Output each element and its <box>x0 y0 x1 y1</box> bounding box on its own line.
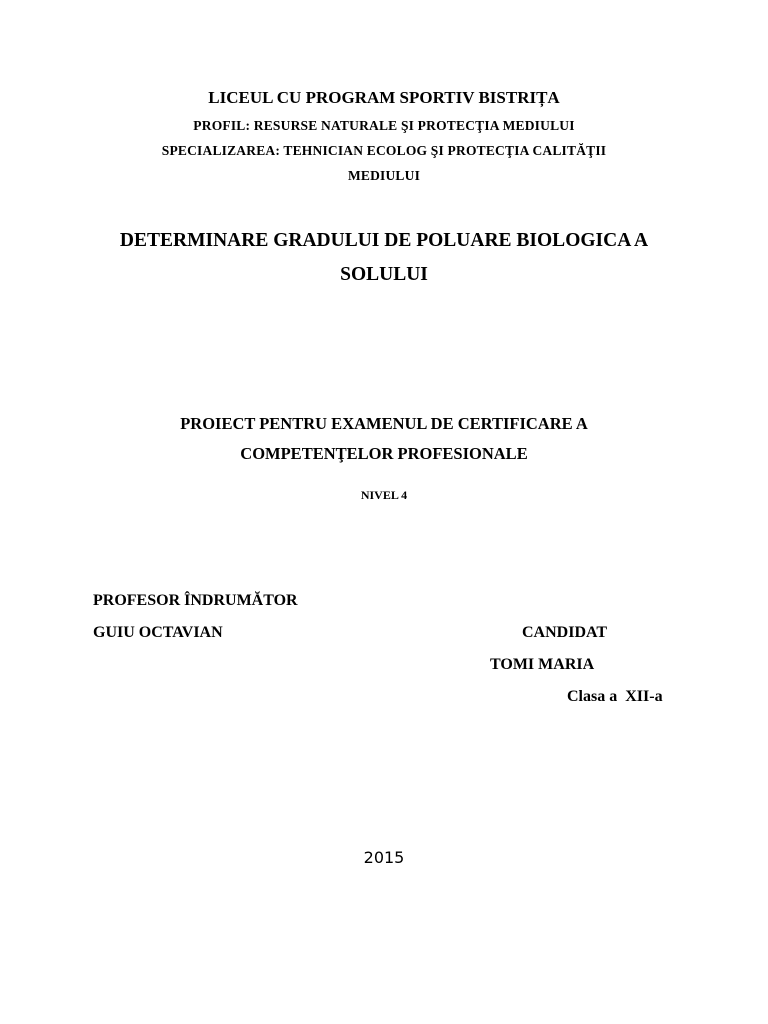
project-line-1: PROIECT PENTRU EXAMENUL DE CERTIFICARE A <box>180 414 588 433</box>
project-line-2: COMPETENŢELOR PROFESIONALE <box>240 444 528 463</box>
specialization-line-2: MEDIULUI <box>347 168 421 183</box>
profile-line: PROFIL: RESURSE NATURALE ŞI PROTECŢIA MEDIULUI <box>193 118 575 133</box>
specialization-line-1: SPECIALIZAREA: TEHNICIAN ECOLOG ŞI PROTECŢIA CALITĂŢII <box>161 143 607 158</box>
school-name: LICEUL CU PROGRAM SPORTIV BISTRIȚA <box>208 88 560 107</box>
professor-name: GUIU OCTAVIAN <box>93 624 223 641</box>
document-title-line-2: SOLULUI <box>340 264 428 285</box>
project-level: NIVEL 4 <box>360 488 408 502</box>
document-title-line-1: DETERMINARE GRADULUI DE POLUARE BIOLOGICA A <box>119 230 649 251</box>
candidate-name: TOMI MARIA <box>490 656 595 673</box>
document-year: 2015 <box>363 848 405 867</box>
candidate-label: CANDIDAT <box>522 624 608 641</box>
professor-label: PROFESOR ÎNDRUMĂTOR <box>93 592 298 609</box>
candidate-class: Clasa a XII-a <box>567 688 663 705</box>
